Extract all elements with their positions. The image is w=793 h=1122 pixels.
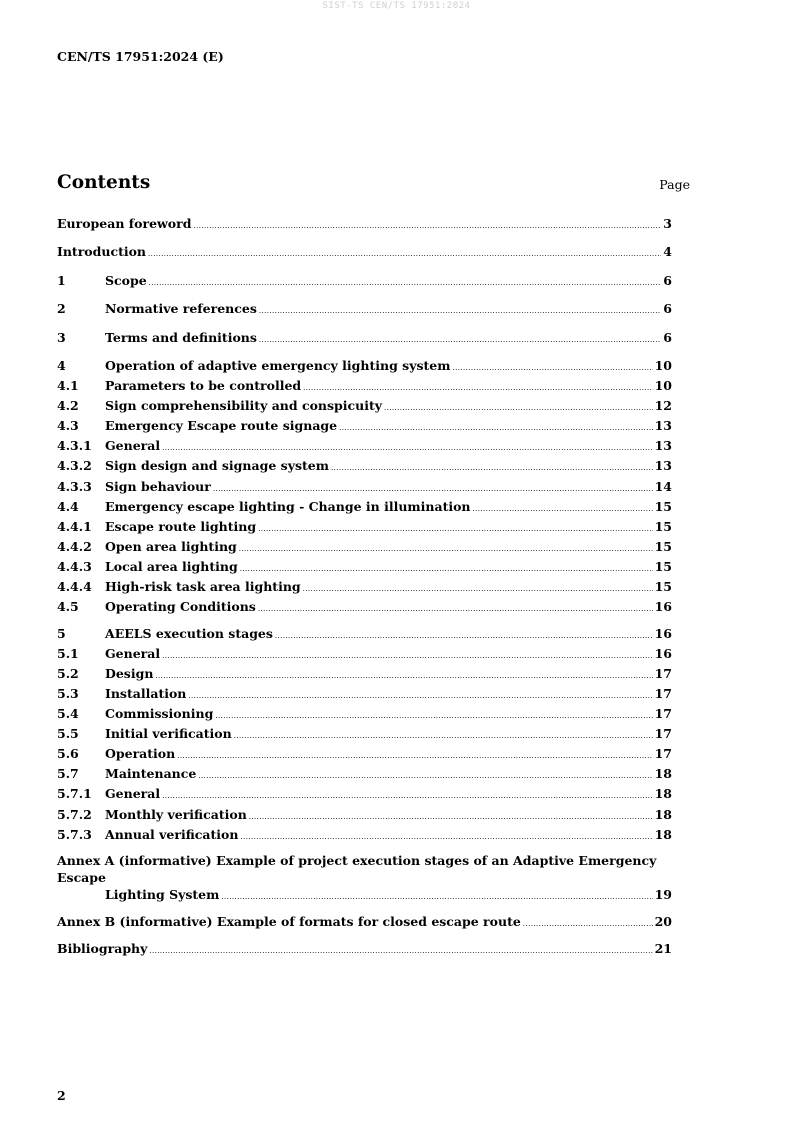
dot-leader [473, 501, 653, 518]
contents-title: Contents [57, 172, 151, 193]
toc-entry-title: Bibliography [57, 940, 148, 956]
toc-entry-4-5[interactable] [57, 598, 672, 618]
dot-leader [239, 541, 653, 558]
toc-entry-page: 10 [654, 357, 672, 373]
toc-entry-number: 2 [57, 301, 66, 317]
toc-entry-title: Escape route lighting [105, 518, 257, 534]
toc-entry-title: Operation of adaptive emergency lighting system [105, 357, 451, 373]
toc-entry-4-3-3[interactable] [57, 478, 672, 498]
toc-entry-title: Monthly verification [105, 806, 247, 822]
toc-entry-page: 13 [654, 458, 672, 474]
dot-leader [384, 400, 653, 417]
dot-leader [149, 275, 662, 292]
toc-entry-4-2[interactable] [57, 397, 672, 417]
toc-entry-4-1[interactable] [57, 377, 672, 397]
toc-entry-page: 19 [654, 887, 672, 903]
toc-entry-page: 6 [663, 272, 672, 288]
toc-entry-2[interactable] [57, 300, 672, 320]
watermark: SIST-TS CEN/TS 17951:2024 [322, 1, 471, 11]
toc-entry-number: 4.4 [57, 498, 79, 514]
toc-entry-1[interactable] [57, 272, 672, 292]
toc-entry-page: 10 [654, 378, 672, 394]
toc-entry-page: 15 [654, 498, 672, 514]
toc-entry-page: 17 [654, 685, 672, 701]
toc-entry-title: General [105, 786, 161, 802]
toc-entry-number: 5.7.2 [57, 806, 92, 822]
toc-entry-5-7-3[interactable] [57, 826, 672, 846]
dot-leader [331, 460, 653, 477]
toc-entry-title: Design [105, 665, 154, 681]
toc-entry-page: 20 [654, 913, 672, 929]
dot-leader [221, 889, 652, 906]
toc-entry-title: European foreword [57, 216, 192, 231]
toc-entry-number: 4.1 [57, 378, 79, 394]
toc-entry-european-foreword[interactable] [57, 215, 672, 235]
toc-entry-4-3-2[interactable] [57, 457, 672, 477]
toc-entry-4-3[interactable] [57, 417, 672, 437]
dot-leader [249, 809, 653, 826]
toc-entry-title: Sign comprehensibility and conspicuity [105, 398, 383, 414]
toc-entry-page: 13 [654, 438, 672, 454]
toc-entry-page: 16 [654, 625, 672, 641]
toc-entry-title: AEELS execution stages [105, 625, 273, 641]
toc-annex-a-line2-row [57, 886, 672, 906]
toc-entry-number: 3 [57, 329, 66, 345]
toc-entry-page: 6 [663, 301, 672, 317]
dot-leader [303, 380, 652, 397]
toc-entry-number: 4.4.3 [57, 558, 92, 574]
dot-leader [523, 916, 653, 933]
toc-entry-page: 14 [654, 478, 672, 494]
dot-leader [234, 728, 653, 745]
toc-entry-number: 4.4.2 [57, 538, 92, 554]
dot-leader [198, 768, 652, 785]
toc-entry-number: 4.4.4 [57, 578, 92, 594]
toc-entry-number: 5.7.3 [57, 826, 92, 842]
toc-entry-title: Scope [105, 272, 147, 288]
dot-leader [259, 332, 661, 349]
toc-entry-4-4[interactable] [57, 498, 672, 518]
dot-leader [177, 748, 652, 765]
toc-entry-title: Terms and definitions [105, 329, 257, 345]
dot-leader [162, 788, 652, 805]
toc-entry-number: 1 [57, 272, 66, 288]
toc-entry-page: 6 [663, 329, 672, 345]
toc-entry-number: 4 [57, 357, 66, 373]
dot-leader [213, 481, 653, 498]
dot-leader [162, 648, 652, 665]
dot-leader [155, 668, 652, 685]
toc-entry-page: 21 [654, 940, 672, 956]
toc-entry-5-7-1[interactable] [57, 785, 672, 805]
toc-entry-title: Maintenance [105, 766, 197, 782]
dot-leader [193, 218, 661, 235]
toc-entry-number: 4.3.3 [57, 478, 92, 494]
toc-entry-number: 4.3.1 [57, 438, 92, 454]
toc-entry-number: 5.7.1 [57, 786, 92, 802]
toc-entry-4-3-1[interactable] [57, 437, 672, 457]
toc-entry-number: 5.5 [57, 726, 79, 742]
toc-entry-title: General [105, 645, 161, 661]
toc-entry-5-7[interactable] [57, 765, 672, 785]
toc-entry-5-2[interactable] [57, 665, 672, 685]
toc-entry-4-4-4[interactable] [57, 578, 672, 598]
toc-entry-number: 5 [57, 625, 66, 641]
toc-entry-title: Operating Conditions [105, 599, 256, 615]
toc-entry-title: Annual verification [105, 826, 239, 842]
toc-entry-page: 17 [654, 726, 672, 742]
dot-leader [148, 246, 661, 263]
toc-entry-5-4[interactable] [57, 705, 672, 725]
dot-leader [259, 303, 661, 320]
toc-entry-bibliography[interactable] [57, 940, 672, 960]
toc-entry-title: Open area lighting [105, 538, 237, 554]
toc-entry-5-1[interactable] [57, 645, 672, 665]
toc-entry-title: Normative references [105, 301, 257, 317]
dot-leader [149, 943, 652, 960]
toc-annex-a-line2: Lighting System [105, 887, 220, 903]
dot-leader [240, 561, 653, 578]
toc-entry-title: Local area lighting [105, 558, 238, 574]
dot-leader [258, 601, 653, 618]
toc-entry-5[interactable] [57, 625, 672, 645]
toc-entry-annex-a[interactable] [57, 852, 672, 906]
dot-leader [303, 581, 653, 598]
toc-entry-page: 17 [654, 706, 672, 722]
toc-entry-page: 17 [654, 665, 672, 681]
dot-leader [258, 521, 653, 538]
page-column-label: Page [659, 177, 690, 192]
toc-entry-page: 4 [663, 244, 672, 260]
toc-entry-5-7-2[interactable] [57, 806, 672, 826]
dot-leader [452, 360, 652, 377]
toc-entry-title: Emergency escape lighting - Change in illumination [105, 498, 471, 514]
toc-entry-4-4-1[interactable] [57, 518, 672, 538]
toc-entry-number: 4.4.1 [57, 518, 92, 534]
toc-entry-title: Annex B (informative) Example of formats for closed escape route [57, 913, 521, 929]
toc-entry-page: 12 [654, 398, 672, 414]
dot-leader [240, 829, 652, 846]
page-number: 2 [57, 1088, 66, 1103]
toc-entry-page: 16 [654, 599, 672, 615]
toc-entry-title: Commissioning [105, 706, 214, 722]
toc-entry-title: Installation [105, 685, 187, 701]
toc-entry-number: 5.2 [57, 665, 79, 681]
toc-entry-number: 5.3 [57, 685, 79, 701]
dot-leader [215, 708, 652, 725]
toc-entry-number: 4.5 [57, 599, 79, 615]
toc-entry-page: 18 [654, 806, 672, 822]
toc-entry-number: 5.4 [57, 706, 79, 722]
toc-entry-title: Emergency Escape route signage [105, 418, 338, 434]
dot-leader [339, 420, 652, 437]
toc-entry-page: 18 [654, 766, 672, 782]
toc-entry-4-4-2[interactable] [57, 538, 672, 558]
toc-entry-page: 15 [654, 538, 672, 554]
toc-entry-page: 13 [654, 418, 672, 434]
toc-entry-page: 18 [654, 786, 672, 802]
toc-annex-a-line1: Annex A (informative) Example of project execution stages of an Adaptive Emergency Escape [57, 853, 657, 886]
toc-entry-number: 4.3 [57, 418, 79, 434]
toc-entry-number: 5.6 [57, 746, 79, 762]
toc-entry-title: General [105, 438, 161, 454]
toc-entry-title: High-risk task area lighting [105, 578, 301, 594]
toc-entry-5-6[interactable] [57, 745, 672, 765]
toc-entry-title: Operation [105, 746, 176, 762]
toc-entry-4-4-3[interactable] [57, 558, 672, 578]
toc-entry-page: 16 [654, 645, 672, 661]
toc-entry-title: Parameters to be controlled [105, 378, 302, 394]
toc-entry-introduction[interactable] [57, 243, 672, 263]
toc-entry-page: 15 [654, 578, 672, 594]
toc-entry-3[interactable] [57, 329, 672, 349]
toc-entry-title: Introduction [57, 244, 147, 260]
toc-entry-4[interactable] [57, 357, 672, 377]
dot-leader [275, 628, 653, 645]
toc-entry-page: 15 [654, 518, 672, 534]
toc-entry-annex-b[interactable] [57, 913, 672, 933]
toc-entry-5-3[interactable] [57, 685, 672, 705]
document-id-header: CEN/TS 17951:2024 (E) [57, 49, 224, 64]
toc-entry-number: 4.3.2 [57, 458, 92, 474]
toc-entry-number: 4.2 [57, 398, 79, 414]
toc-entry-title: Sign behaviour [105, 478, 211, 494]
toc-entry-title: Initial verification [105, 726, 232, 742]
toc-entry-page: 17 [654, 746, 672, 762]
dot-leader [162, 440, 652, 457]
toc-entry-page: 18 [654, 826, 672, 842]
toc-entry-page: 15 [654, 558, 672, 574]
table-of-contents [57, 215, 672, 960]
toc-entry-title: Sign design and signage system [105, 458, 329, 474]
dot-leader [188, 688, 652, 705]
toc-entry-5-5[interactable] [57, 725, 672, 745]
toc-entry-page: 3 [663, 216, 672, 231]
toc-entry-number: 5.1 [57, 645, 79, 661]
toc-entry-number: 5.7 [57, 766, 79, 782]
